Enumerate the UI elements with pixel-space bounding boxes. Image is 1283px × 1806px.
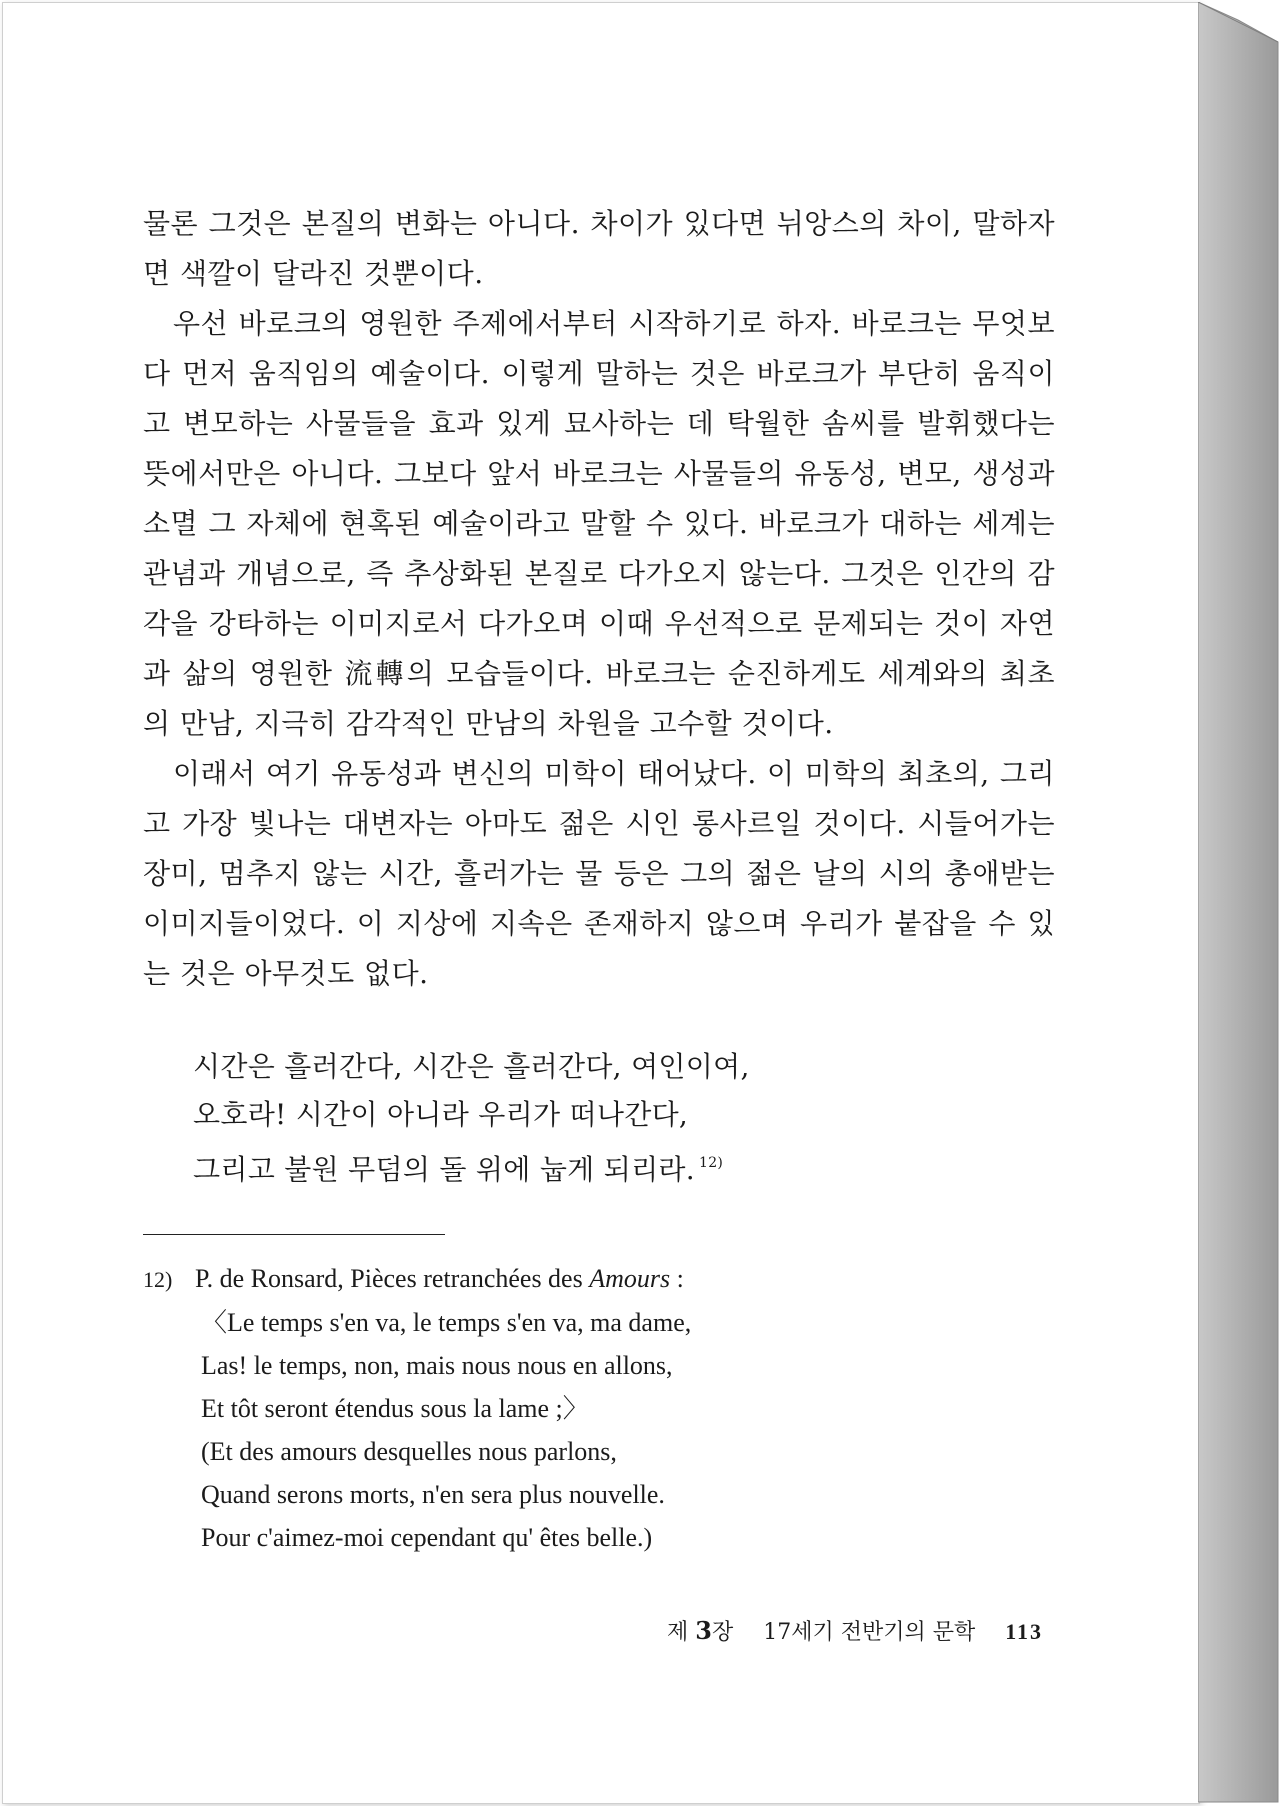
footnote-source-suffix: : [670, 1264, 684, 1293]
poem-line-3 [193, 1139, 1055, 1194]
chapter-prefix: 제 [667, 1620, 689, 1645]
running-footer [667, 1615, 1043, 1646]
footnote-source-title: Amours [589, 1264, 671, 1293]
footnote-verse-line-3: Et tôt seront étendus sous la lame ;〉 [201, 1394, 589, 1423]
footnote-reference: 12) [698, 1155, 724, 1171]
footnote-12 [143, 1257, 1055, 1559]
ronsard-poem-quote [193, 1043, 1055, 1194]
footnote-source-line [143, 1257, 1055, 1301]
chapter-number: 3 [695, 1616, 712, 1645]
page-content [143, 199, 1055, 1559]
footnote-separator [143, 1234, 445, 1235]
footnote-verse-line-2: Las! le temps, non, mais nous nous en allons, [201, 1351, 673, 1380]
book-page [2, 2, 1200, 1804]
footnote-verse-line-5: Quand serons morts, n'en sera plus nouvelle. [201, 1480, 665, 1509]
page-number: 113 [1005, 1619, 1044, 1644]
chapter-title: 17세기 전반기의 문학 [763, 1620, 976, 1645]
poem-line-1: 시간은 흘러간다, 시간은 흘러간다, 여인이여, [193, 1050, 750, 1083]
footnote-verse-line-1: 〈Le temps s'en va, le temps s'en va, ma dame, [201, 1308, 692, 1337]
footnote-source-prefix: P. de Ronsard, Pièces retranchées des [195, 1264, 590, 1293]
page-stack-edge-graphic [1198, 2, 1280, 1806]
chapter-suffix: 장 [711, 1620, 734, 1645]
paragraph-1: 물론 그것은 본질의 변화는 아니다. 차이가 있다면 뉘앙스의 차이, 말하자면 색깔이 달라진 것뿐이다. [143, 207, 1055, 290]
paragraph-2: 우선 바로크의 영원한 주제에서부터 시작하기로 하자. 바로크는 무엇보다 먼저 움직임의 예술이다. 이렇게 말하는 것은 바로크가 부단히 움직이고 변모하는 사물들을 효과 있게 묘사하는 데 탁월한 솜씨를 발휘했다는 뜻에서만은 아니다. 그보다 앞서 바로크는 사물들의 유동성, 변모, 생성과 소멸 그 자체에 현혹된 예술이라고 말할 수 있다. 바로크가 대하는 세계는 관념과 개념으로, 즉 추상화된 본질로 다가오지 않는다. 그것은 인간의 감각을 강타하는 이미지로서 다가오며 이때 우선적으로 문제되는 것이 자연과 삶의 영원한 流轉의 모습들이다. 바로크는 순진하게도 세계와의 최초의 만남, 지극히 감각적인 만남의 차원을 고수할 것이다. [143, 307, 1055, 740]
footnote-number: 12) [143, 1267, 173, 1292]
poem-line-2: 오호라! 시간이 아니라 우리가 떠나간다, [193, 1098, 689, 1131]
footnote-verse-line-4: (Et des amours desquelles nous parlons, [201, 1437, 617, 1466]
footnote-verse-line-6: Pour c'aimez-moi cependant qu' êtes belle.) [201, 1523, 653, 1552]
paragraph-3: 이래서 여기 유동성과 변신의 미학이 태어났다. 이 미학의 최초의, 그리고 가장 빛나는 대변자는 아마도 젊은 시인 롱사르일 것이다. 시들어가는 장미, 멈추지 않는 시간, 흘러가는 물 등은 그의 젊은 날의 시의 총애받는 이미지들이었다. 이 지상에 지속은 존재하지 않으며 우리가 붙잡을 수 있는 것은 아무것도 없다. [143, 757, 1055, 990]
poem-line-3-text: 그리고 불원 무덤의 돌 위에 눕게 되리라. [193, 1153, 695, 1186]
